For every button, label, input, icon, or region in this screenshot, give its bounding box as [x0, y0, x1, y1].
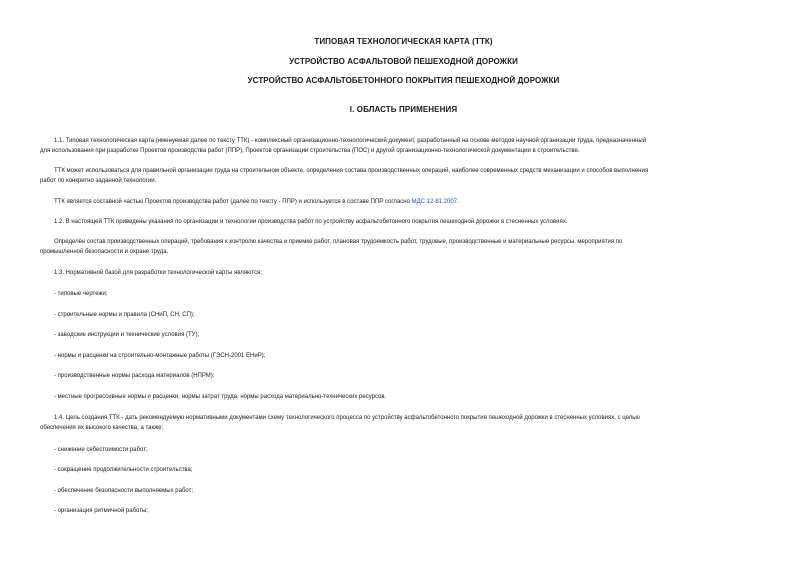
list-item: - заводские инструкции и технические условия (ТУ);	[54, 332, 200, 338]
list-item: - местные прогрессивные нормы и расценки, нормы затрат труда, нормы расхода материально-технических ресурсов.	[54, 394, 387, 400]
paragraph-ppr	[40, 197, 767, 208]
paragraph-operations-line-2: промышленной безопасности и охране труда.	[40, 249, 169, 255]
paragraph-1-4-line-2: обеспечения их высокого качества, а также:	[40, 425, 164, 431]
list-item: - строительные нормы и правила (СНиП, СН, СП);	[54, 312, 195, 318]
paragraph-1-3: 1.3. Нормативной базой для разработки технологической карты являются:	[54, 270, 262, 276]
section-heading: I. ОБЛАСТЬ ПРИМЕНЕНИЯ	[349, 105, 458, 114]
list-item: - нормы и расценки на строительно-монтажные работы (ГЭСН-2001 ЕНиР);	[54, 353, 266, 359]
paragraph-ppr-text: ТТК является составной частью Проектов производства работ (далее по тексту - ППР) и используется в составе ППР согласно	[54, 199, 412, 205]
document-subtitle-2: УСТРОЙСТВО АСФАЛЬТОБЕТОННОГО ПОКРЫТИЯ ПЕШЕХОДНОЙ ДОРОЖКИ	[247, 76, 560, 85]
paragraph-operations-line-1: Определён состав производственных операций, требования к контролю качества и приемке работ, плановая трудоемкость работ, трудовые, производственные и материальные ресурсы, мероприятия по	[54, 239, 623, 245]
paragraph-1-2: 1.2. В настоящей ТТК приведены указания по организации и технологии производства работ по устройству асфальтобетонного покрытия пешеходной дорожки в стесненных условиях.	[54, 219, 568, 225]
mds-link[interactable]: МДС 12-81.2007	[411, 199, 458, 205]
list-item: - снижение себестоимости работ;	[54, 447, 148, 453]
document-subtitle-1: УСТРОЙСТВО АСФАЛЬТОВОЙ ПЕШЕХОДНОЙ ДОРОЖКИ	[289, 57, 518, 66]
paragraph-ttk-usage-line-1: ТТК может использоваться для правильной организации труда на строительном объекте, определения состава производственных операций, наиболее современных средств механизации и способов выполнения	[54, 168, 649, 174]
document-title: ТИПОВАЯ ТЕХНОЛОГИЧЕСКАЯ КАРТА (ТТК)	[314, 37, 493, 46]
list-item: - сокращение продолжительности строительства;	[54, 467, 193, 473]
list-item: - обеспечение безопасности выполняемых работ;	[54, 488, 194, 494]
list-item: - производственные нормы расхода материалов (НПРМ);	[54, 373, 215, 379]
paragraph-ppr-end: .	[457, 199, 459, 205]
list-item: - организация ритмичной работы;	[54, 508, 148, 514]
paragraph-1-4-line-1: 1.4. Цель создания ТТК - дать рекомендуемую нормативными документами схему технологического процесса по устройству асфальтобетонного покрытия пешеходной дорожки в стесненных условиях, с целью	[54, 415, 640, 421]
paragraph-1-1-line-1: 1.1. Типовая технологическая карта (именуемая далее по тексту ТТК) - комплексный организационно-технологический документ, разработанный на основе методов научной организации труда, предназначенный	[54, 138, 647, 144]
paragraph-ttk-usage-line-2: работ по конкретно заданной технологии.	[40, 178, 157, 184]
list-item: - типовые чертежи;	[54, 291, 108, 297]
paragraph-1-1-line-2: для использования при разработке Проектов производства работ (ППР), Проектов организации строительства (ПОС) и другой организационно-технологической документации в строительстве.	[40, 148, 580, 154]
